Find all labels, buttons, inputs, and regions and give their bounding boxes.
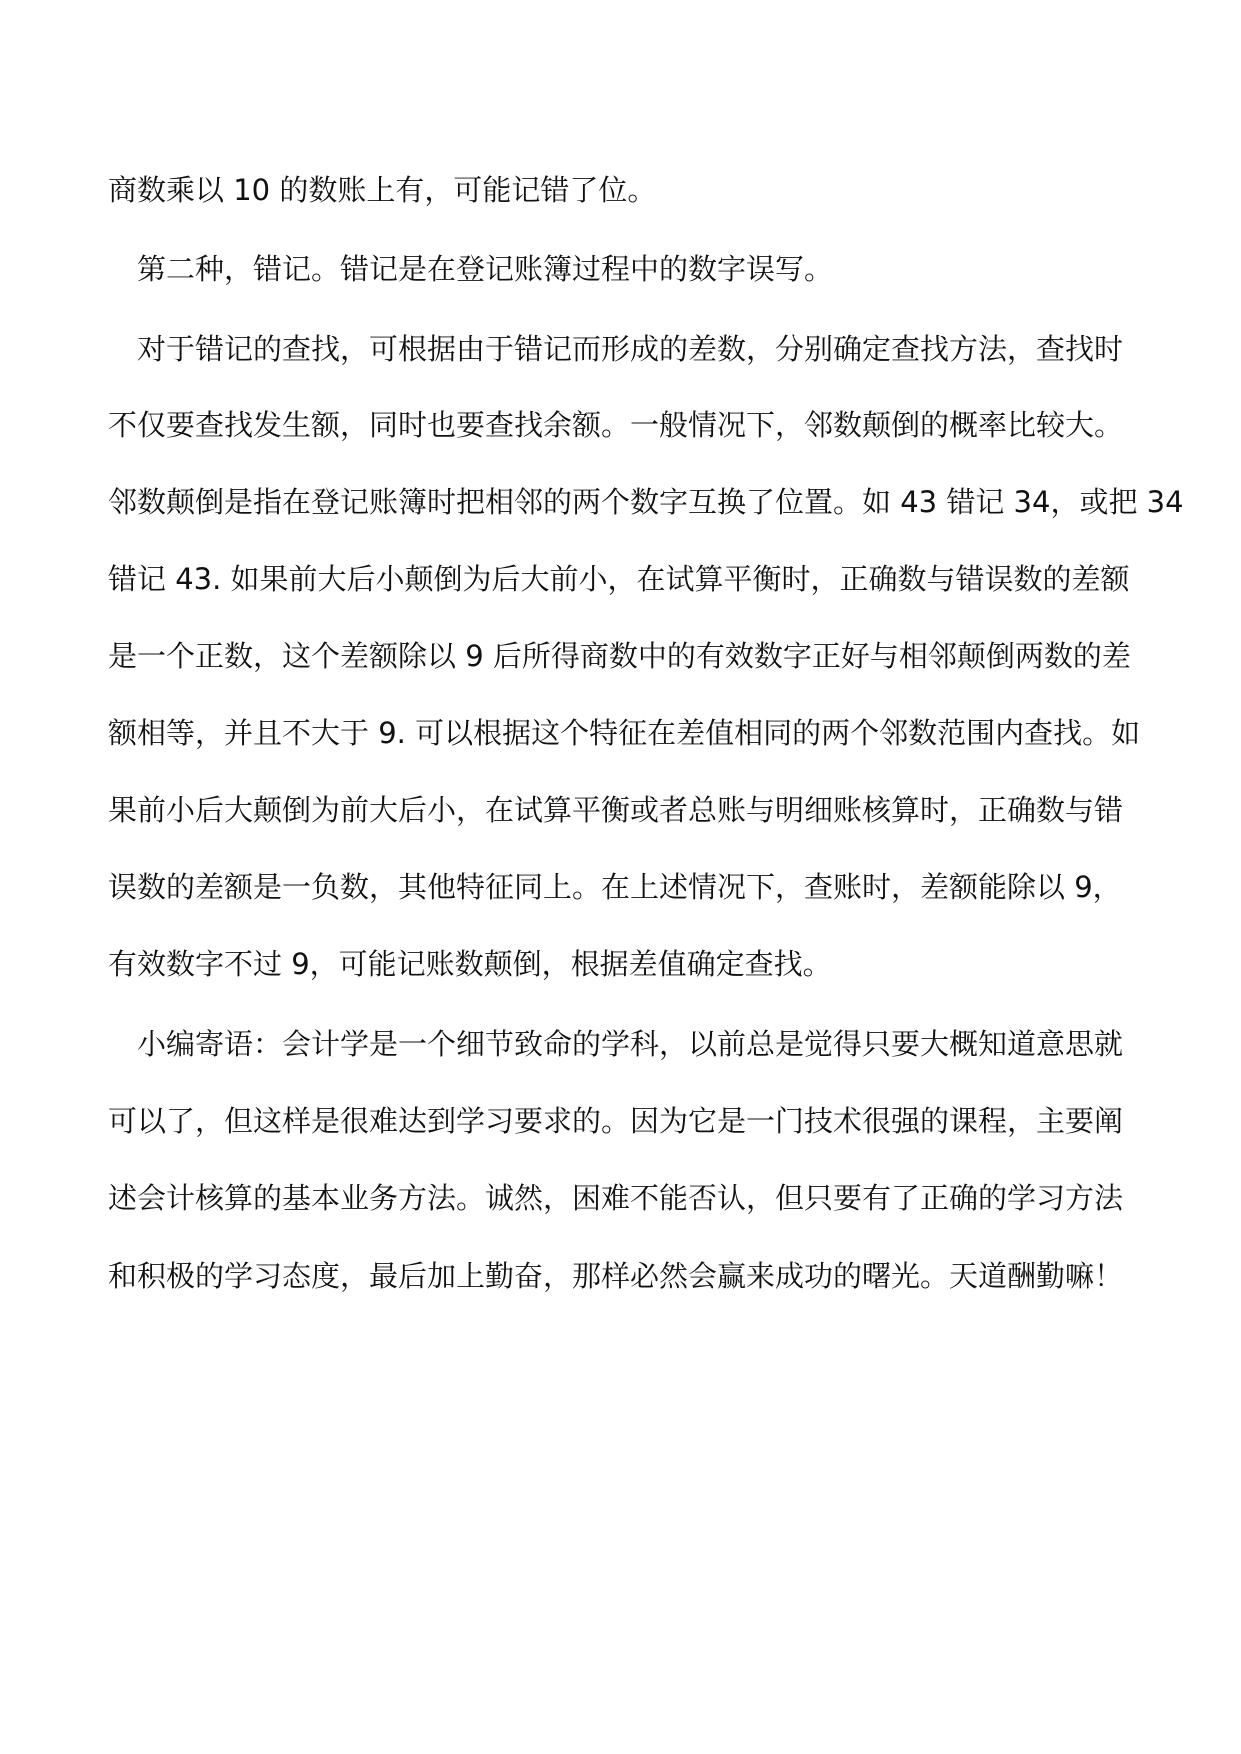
text-line-1: 商数乘以 10 的数账上有，可能记错了位。 bbox=[108, 173, 657, 207]
text-line-14: 述会计核算的基本业务方法。诚然，困难不能否认，但只要有了正确的学习方法 bbox=[108, 1181, 1124, 1215]
text-line-15: 和积极的学习态度，最后加上勤奋，那样必然会赢来成功的曙光。天道酬勤嘛！ bbox=[108, 1259, 1124, 1293]
text-line-8: 额相等，并且不大于 9. 可以根据这个特征在差值相同的两个邻数范围内查找。如 bbox=[108, 716, 1141, 750]
text-line-6: 错记 43. 如果前大后小颠倒为后大前小，在试算平衡时，正确数与错误数的差额 bbox=[108, 562, 1130, 596]
text-line-7: 是一个正数，这个差额除以 9 后所得商数中的有效数字正好与相邻颠倒两数的差 bbox=[108, 639, 1131, 673]
text-line-4: 不仅要查找发生额，同时也要查找余额。一般情况下，邻数颠倒的概率比较大。 bbox=[108, 408, 1124, 442]
text-line-10: 误数的差额是一负数，其他特征同上。在上述情况下，查账时，差额能除以 9， bbox=[108, 870, 1122, 904]
text-line-2: 第二种，错记。错记是在登记账簿过程中的数字误写。 bbox=[137, 252, 834, 286]
text-line-9: 果前小后大颠倒为前大后小，在试算平衡或者总账与明细账核算时，正确数与错 bbox=[108, 793, 1124, 827]
text-line-5: 邻数颠倒是指在登记账簿时把相邻的两个数字互换了位置。如 43 错记 34，或把 34 bbox=[108, 485, 1184, 519]
text-line-3: 对于错记的查找，可根据由于错记而形成的差数，分别确定查找方法，查找时 bbox=[137, 332, 1124, 366]
text-line-12: 小编寄语：会计学是一个细节致命的学科，以前总是觉得只要大概知道意思就 bbox=[137, 1027, 1124, 1061]
text-line-13: 可以了，但这样是很难达到学习要求的。因为它是一门技术很强的课程，主要阐 bbox=[108, 1104, 1124, 1138]
text-line-11: 有效数字不过 9，可能记账数颠倒，根据差值确定查找。 bbox=[108, 947, 832, 981]
